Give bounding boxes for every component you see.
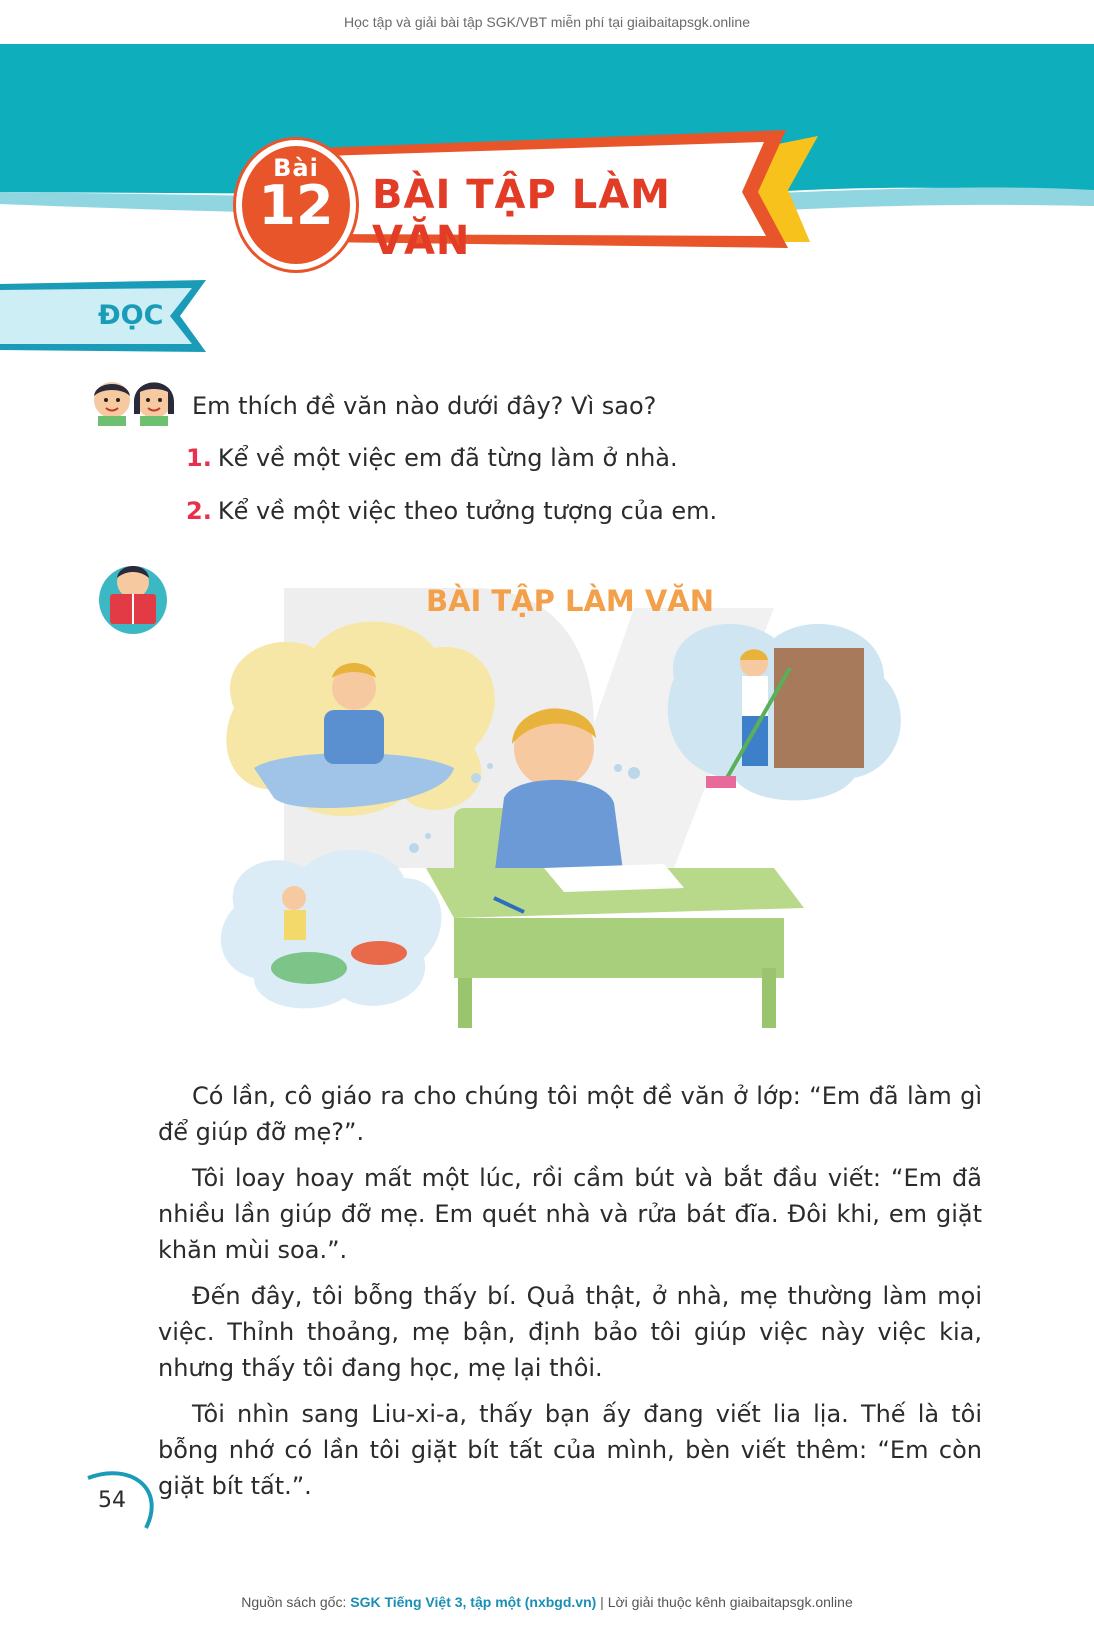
page-number: 54 [98, 1488, 126, 1513]
prompt-option-2 [186, 497, 717, 525]
lesson-word: Bài [273, 154, 319, 182]
footer [0, 1594, 1094, 1610]
option-number: 2. [186, 497, 212, 525]
option-number: 1. [186, 444, 212, 472]
footer-suffix: | Lời giải thuộc kênh giaibaitapsgk.online [596, 1594, 853, 1610]
lesson-number: 12 [258, 174, 334, 237]
illustration-title: BÀI TẬP LÀM VĂN [425, 584, 715, 618]
prompt-option-1 [186, 444, 678, 472]
story-paragraph-4: Tôi nhìn sang Liu-xi-a, thấy bạn ấy đang viết lia lịa. Thế là tôi bỗng nhớ có lần tôi giặt bít tất của mình, bèn viết thêm: “Em còn giặt bít tất.”. [158, 1400, 982, 1500]
option-text: Kể về một việc em đã từng làm ở nhà. [217, 444, 678, 472]
footer-prefix: Nguồn sách gốc: [241, 1594, 351, 1610]
story-paragraph-1: Có lần, cô giáo ra cho chúng tôi một đề văn ở lớp: “Em đã làm gì để giúp đỡ mẹ?”. [158, 1082, 982, 1146]
story-paragraph-2: Tôi loay hoay mất một lúc, rồi cầm bút và bắt đầu viết: “Em đã nhiều lần giúp đỡ mẹ. Em quét nhà và rửa bát đĩa. Đôi khi, em giặt khăn mùi soa.”. [158, 1164, 982, 1264]
dishwashing-thought-cloud [226, 622, 494, 816]
story-paragraph-3: Đến đây, tôi bỗng thấy bí. Quả thật, ở nhà, mẹ thường làm mọi việc. Thỉnh thoảng, mẹ bận, định bảo tôi giúp việc này việc kia, nhưng thấy tôi đang học, mẹ lại thôi. [158, 1282, 982, 1382]
story-illustration [214, 568, 926, 1042]
option-text: Kể về một việc theo tưởng tượng của em. [217, 497, 718, 525]
lesson-badge [236, 140, 356, 270]
story-text [158, 1078, 982, 1514]
top-note: Học tập và giải bài tập SGK/VBT miễn phí tại giaibaitapsgk.online [344, 14, 750, 30]
prompt-question: Em thích đề văn nào dưới đây? Vì sao? [192, 392, 657, 420]
lesson-title: BÀI TẬP LÀM VĂN [372, 172, 671, 264]
footer-source-link[interactable]: SGK Tiếng Việt 3, tập một (nxbgd.vn) [350, 1594, 597, 1610]
section-label: ĐỌC [98, 300, 164, 331]
laundry-thought-cloud [221, 850, 442, 1009]
green-desk [426, 864, 804, 1028]
reading-boy-icon [92, 556, 174, 634]
kids-discussion-icon [88, 378, 180, 426]
